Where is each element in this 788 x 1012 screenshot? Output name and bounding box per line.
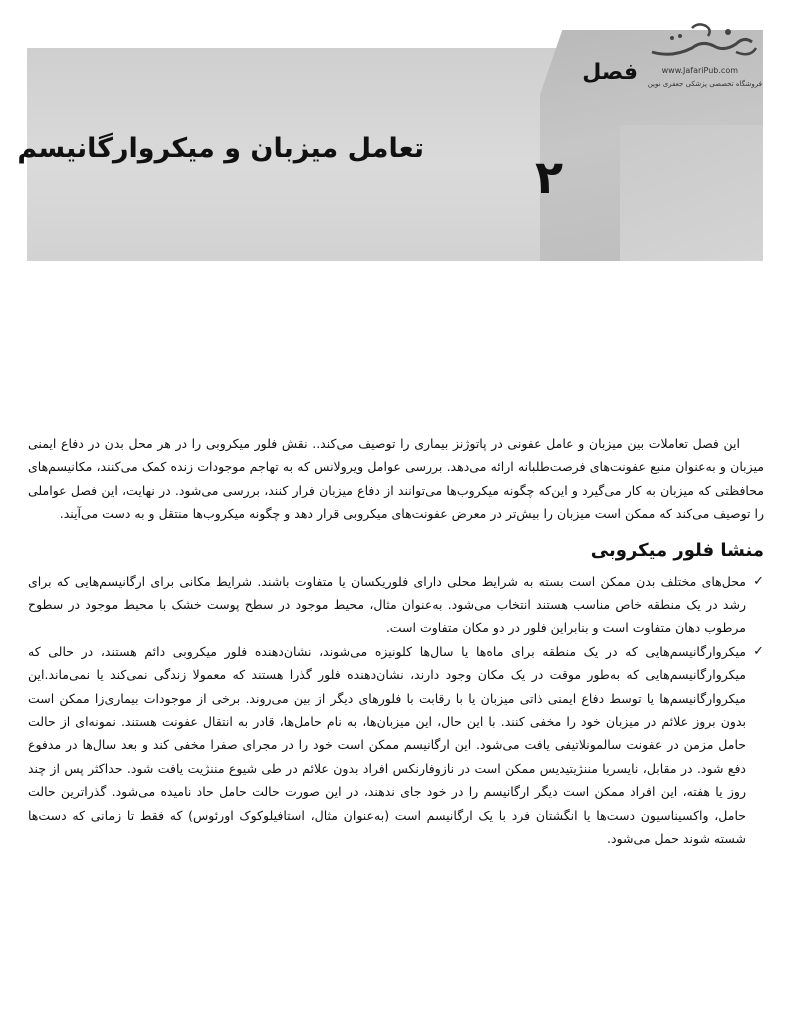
section-heading: منشا فلور میکروبی — [590, 539, 764, 561]
check-icon: ✓ — [753, 573, 764, 589]
publisher-website: www.JafariPub.com — [661, 66, 738, 75]
chapter-label: فصل — [582, 60, 638, 85]
bullet-text: محل‌های مختلف بدن ممکن است بسته به شرایط محلی دارای فلوریکسان یا متفاوت باشند. شرایط مکانی برای ارگانیسم‌هایی که برای رشد در یک منطقه خاص مناسب هستند انتخاب می‌شود. به‌عنوان مثال، محیط موجود در سطح پوست خشک با محیط موجود در سطوح مرطوب دهان متفاوت است و بنابراین فلور در دو مکان متفاوت است. — [28, 573, 746, 636]
bullet-item — [28, 570, 764, 640]
chapter-number-panel — [620, 125, 763, 261]
jafari-logo-icon — [632, 18, 772, 66]
chapter-title: تعامل میزبان و میکروارگانیسم — [17, 133, 424, 164]
chapter-body — [28, 432, 764, 851]
intro-paragraph: این فصل تعاملات بین میزبان و عامل عفونی در پاتوژنز بیماری را توصیف می‌کند.. نقش فلور میکروبی را در هر محل بدن در دفاع ایمنی میزبان و به‌عنوان منبع عفونت‌های فرصت‌طلبانه ارائه می‌دهد. بررسی عوامل ویرولانس که به تهاجم موجودات زنده کمک می‌کنند، مکانیسم‌های محافظتی که میزبان به کار می‌گیرد و این‌که چگونه میکروب‌ها می‌توانند از دفاع میزبان فرار کنند، بررسی می‌شود. در نهایت، این فصل عواملی را توصیف می‌کند که ممکن است میزبان را بیش‌تر در معرض عفونت‌های میکروبی قرار دهد و چگونه میکروب‌ها منتقل و به دست می‌آیند. — [28, 436, 764, 522]
check-icon: ✓ — [753, 643, 764, 659]
bullet-item — [28, 640, 764, 851]
chapter-number: ۲ — [535, 150, 564, 204]
publisher-store-name: فروشگاه تخصصی پزشکی جعفری نوین — [647, 80, 762, 88]
publisher-logo — [632, 18, 772, 98]
bullet-text: میکروارگانیسم‌هایی که در یک منطقه برای ماه‌ها یا سال‌ها کلونیزه می‌شوند، نشان‌دهنده فلور میکروبی دائم هستند، در حالی که میکروارگانیسم‌هایی که به‌طور موقت در یک مکان وجود دارند، نشان‌دهنده فلور گذرا هستند که معمولا زندگی نمی‌کند یا نمی‌ماند.این میکروارگانیسم‌ها یا توسط دفاع ایمنی ذاتی میزبان یا با رقابت با فلورهای دیگر از بین می‌روند. برخی از موجودات بیماری‌زا ممکن است بدون بروز علائم در میزبان خود را مخفی کنند. با این حال، این میزبان‌ها، به نام حامل‌ها، قادر به انتقال عفونت هستند. نمونه‌ای از حالت حامل مزمن در عفونت سالمونلاتیفی یافت می‌شود. این ارگانیسم ممکن است خود را در مجرای صفرا مخفی کند و بعد سال‌ها در مدفوع دفع شود. در مقابل، نایسریا مننژیتیدیس ممکن است در نازوفارنکس افراد بدون علائم در طی شیوع مننژیت یافت شود. حداکثر پس از چند روز یا هفته، این افراد ممکن است دیگر ارگانیسم را در خود جای ندهند، در این صورت حالت حامل حاد نامیده می‌شود. گذراترین حالت حامل، واکسیناسیون دست‌ها یا انگشتان فرد با یک ارگانیسم است (به‌عنوان مثال، استافیلوکوک اورئوس) که فقط تا زمانی که دست‌ها شسته شوند حمل می‌شود. — [28, 643, 746, 847]
